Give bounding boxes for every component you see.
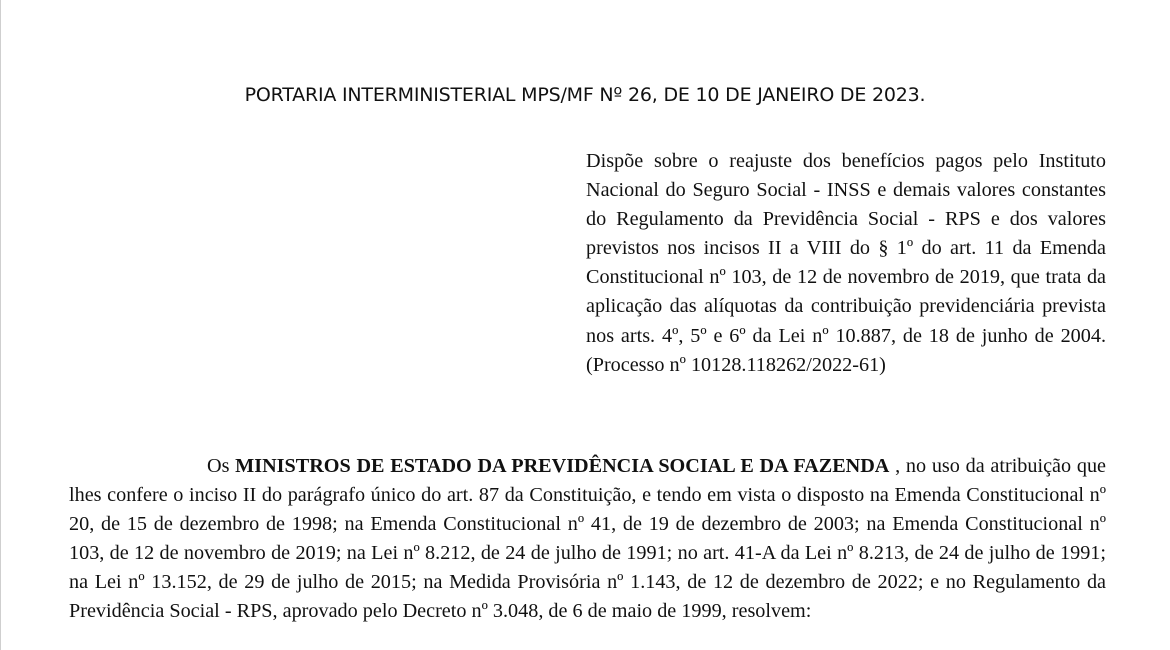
preamble-paragraph [69,452,1106,627]
preamble-lead: Os [207,455,230,477]
document-ementa: Dispõe sobre o reajuste dos benefícios pagos pelo Instituto Nacional do Seguro Social - INSS e demais valores constantes do Regulamento da Previdência Social - RPS e dos valores previstos nos incisos II a VIII do § 1º do art. 11 da Emenda Constitucional nº 103, de 12 de novembro de 2019, que trata da aplicação das alíquotas da contribuição previdenciária prevista nos arts. 4º, 5º e 6º da Lei nº 10.887, de 18 de junho de 2004. (Processo nº 10128.118262/2022-61) [586,150,1106,376]
preamble-authority: MINISTROS DE ESTADO DA PREVIDÊNCIA SOCIAL E DA FAZENDA [235,455,890,477]
document-title: PORTARIA INTERMINISTERIAL MPS/MF Nº 26, DE 10 DE JANEIRO DE 2023. [244,84,926,106]
preamble-text: , no uso da atribuição que lhes confere o inciso II do parágrafo único do art. 87 da Constituição, e tendo em vista o disposto na Emenda Constitucional nº 20, de 15 de dezembro de 1998; na Emenda Constitucional nº 41, de 19 de dezembro de 2003; na Emenda Constitucional nº 103, de 12 de novembro de 2019; na Lei nº 8.212, de 24 de julho de 1991; no art. 41-A da Lei nº 8.213, de 24 de julho de 1991; na Lei nº 13.152, de 29 de julho de 2015; na Medida Provisória nº 1.143, de 12 de dezembro de 2022; e no Regulamento da Previdência Social - RPS, aprovado pelo Decreto nº 3.048, de 6 de maio de 1999, resolvem: [69,455,1106,623]
